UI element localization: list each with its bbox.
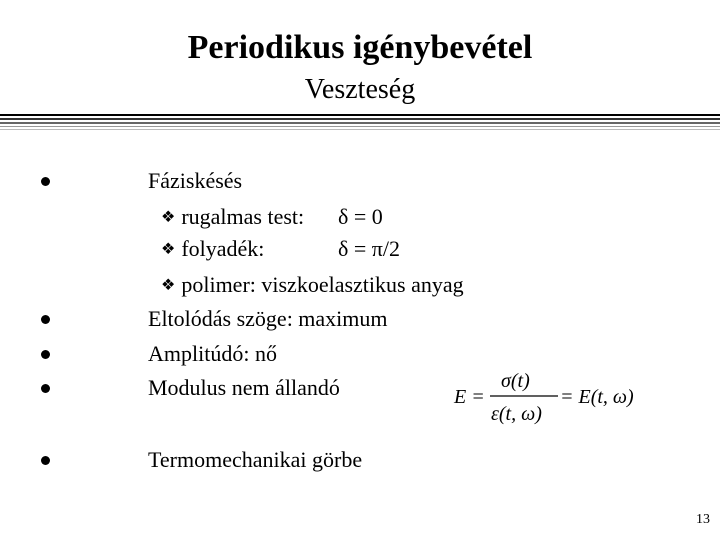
bullet-item bbox=[148, 306, 388, 332]
slide-subtitle: Veszteség bbox=[304, 74, 416, 105]
sub-bullet-item bbox=[161, 272, 464, 301]
bullet-item bbox=[148, 375, 340, 401]
sub-bullet-label: folyadék: bbox=[181, 236, 265, 261]
modulus-formula bbox=[452, 365, 652, 429]
bullet-text: Eltolódás szöge: maximum bbox=[148, 306, 388, 331]
bullet-text: Fáziskésés bbox=[148, 168, 243, 193]
bullet-dot-icon bbox=[41, 456, 50, 465]
formula-denominator: ε(t, ω) bbox=[491, 403, 542, 425]
formula-lhs: E = bbox=[454, 386, 485, 408]
sub-bullet-item bbox=[161, 204, 383, 233]
sub-bullet-label: polimer: viszkoelasztikus anyag bbox=[181, 272, 464, 297]
bullet-text: Modulus nem állandó bbox=[148, 375, 340, 400]
sub-bullet-equation: δ = 0 bbox=[338, 204, 383, 229]
bullet-item bbox=[148, 168, 242, 194]
diamond-check-icon: ❖ bbox=[161, 241, 176, 258]
bullet-dot-icon bbox=[41, 315, 50, 324]
bullet-text: Termomechanikai görbe bbox=[148, 447, 363, 472]
bullet-item bbox=[148, 341, 277, 367]
diamond-check-icon: ❖ bbox=[161, 277, 176, 294]
bullet-dot-icon bbox=[41, 177, 50, 186]
diamond-check-icon: ❖ bbox=[161, 209, 176, 226]
formula-numerator: σ(t) bbox=[501, 370, 530, 392]
bullet-dot-icon bbox=[41, 350, 50, 359]
page-number: 13 bbox=[696, 512, 710, 527]
formula-rhs: = E(t, ω) bbox=[560, 386, 634, 408]
sub-bullet-item bbox=[161, 236, 400, 265]
slide-title: Periodikus igénybevétel bbox=[187, 29, 533, 66]
bullet-item bbox=[148, 447, 362, 473]
bullet-text: Amplitúdó: nő bbox=[148, 341, 277, 366]
sub-bullet-label: rugalmas test: bbox=[181, 204, 305, 229]
bullet-dot-icon bbox=[41, 384, 50, 393]
sub-bullet-equation: δ = π/2 bbox=[338, 236, 400, 261]
